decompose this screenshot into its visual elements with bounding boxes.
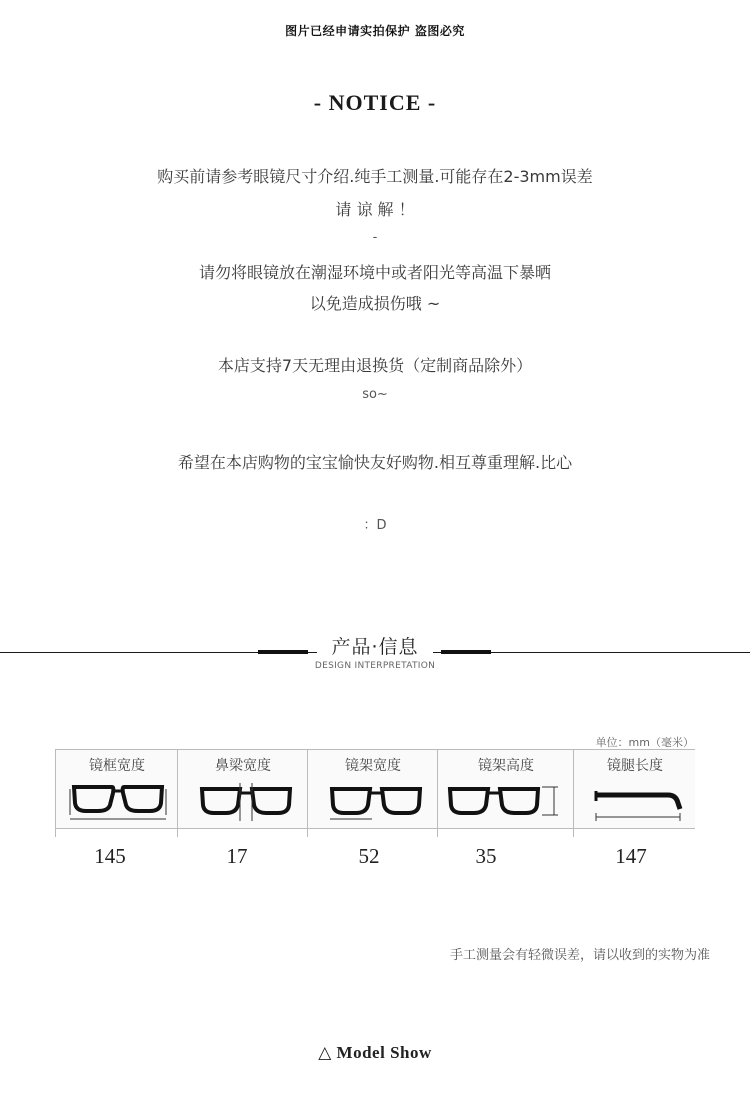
lens-height-diagram-icon xyxy=(446,781,574,823)
protection-notice: 图片已经申请实拍保护 盗图必究 xyxy=(285,24,465,38)
size-label-temple-length: 镜腿长度 xyxy=(607,758,663,774)
size-cell-lens-width xyxy=(307,749,438,837)
product-info-title: 产品·信息 xyxy=(0,632,750,659)
size-label-lens-width: 镜架宽度 xyxy=(345,758,401,774)
size-value-lens-width: 52 xyxy=(358,844,380,868)
size-value-bridge-width: 17 xyxy=(226,844,248,868)
measurement-footnote: 手工测量会有轻微误差，请以收到的实物为准 xyxy=(449,948,710,963)
notice-line-wishes: 希望在本店购物的宝宝愉快友好购物.相互尊重理解.比心 xyxy=(177,453,573,472)
lens-width-diagram-icon xyxy=(326,781,438,823)
size-cell-lens-height xyxy=(437,749,574,837)
unit-note: 单位：mm（毫米） xyxy=(595,736,694,749)
size-label-frame-width: 镜框宽度 xyxy=(89,758,145,774)
size-value-frame-width: 145 xyxy=(94,844,126,868)
notice-title: - NOTICE - xyxy=(313,90,437,115)
size-value-temple-length: 147 xyxy=(615,844,647,868)
notice-line-care: 请勿将眼镜放在潮湿环境中或者阳光等高温下暴晒 xyxy=(198,263,551,282)
size-value-lens-height: 35 xyxy=(475,844,497,868)
size-label-bridge-width: 鼻梁宽度 xyxy=(215,758,271,774)
notice-line-damage: 以免造成损伤哦 ~ xyxy=(309,294,441,313)
model-show-title: △ Model Show xyxy=(318,1043,432,1062)
bridge-width-diagram-icon xyxy=(196,781,308,823)
notice-line-smiley: ：D xyxy=(363,518,387,533)
size-cell-temple-length xyxy=(573,749,696,837)
notice-line-return-policy: 本店支持7天无理由退换货（定制商品除外） xyxy=(217,356,533,375)
notice-line-understand: 请 谅 解 ！ xyxy=(335,200,415,219)
notice-line-so: so~ xyxy=(362,387,388,402)
size-cell-frame-width xyxy=(55,749,178,837)
size-label-lens-height: 镜架高度 xyxy=(478,758,534,774)
size-cell-bridge-width xyxy=(177,749,308,837)
product-info-subtitle: DESIGN INTERPRETATION xyxy=(314,661,436,671)
notice-line-measurement: 购买前请参考眼镜尺寸介绍.纯手工测量.可能存在2-3mm误差 xyxy=(157,167,593,186)
temple-length-diagram-icon xyxy=(588,781,696,823)
frame-width-diagram-icon xyxy=(68,781,178,823)
notice-line-dash: - xyxy=(372,230,378,245)
